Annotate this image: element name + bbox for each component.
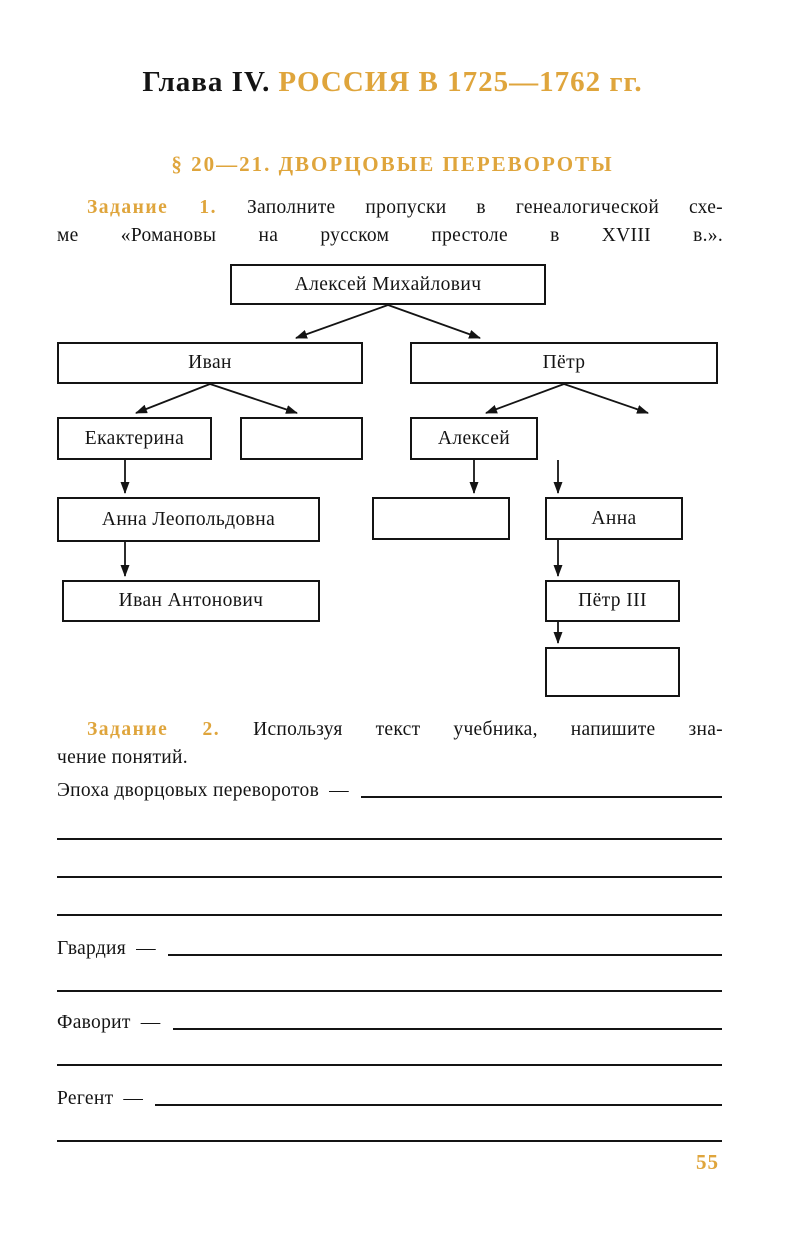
tree-node-anna: Анна	[545, 497, 683, 540]
tree-node-blank-3[interactable]	[545, 647, 680, 697]
tree-node-blank-2[interactable]	[372, 497, 510, 540]
arrow-aleksey-m-to-pyotr	[388, 305, 480, 338]
chapter-label: Глава IV.	[142, 66, 271, 98]
task1-label: Задание 1.	[87, 197, 218, 218]
tree-node-aleksey: Алексей	[410, 417, 538, 460]
answer-line-epokha[interactable]	[361, 796, 722, 798]
tree-node-ekakterina: Екактерина	[57, 417, 212, 460]
answer-line-regent[interactable]	[155, 1104, 722, 1106]
definition-term-epokha: Эпоха дворцовых переворотов	[57, 780, 320, 801]
arrow-pyotr-to-aleksey	[486, 384, 564, 413]
definition-row-favorit	[57, 1008, 722, 1034]
chapter-heading	[0, 66, 785, 99]
task1-paragraph	[57, 194, 723, 250]
arrow-pyotr-right	[564, 384, 648, 413]
writing-line[interactable]	[57, 1140, 722, 1142]
writing-line[interactable]	[57, 876, 722, 878]
arrow-ivan-to-ekakterina	[136, 384, 210, 413]
tree-node-aleksey-mikhailovich: Алексей Михайлович	[230, 264, 546, 305]
task1-text-line2: ме «Романовы на русском престоле в XVIII в.».	[57, 225, 723, 246]
tree-node-ivan: Иван	[57, 342, 363, 384]
arrow-aleksey-m-to-ivan	[296, 305, 388, 338]
definition-term-gvardiya: Гвардия	[57, 938, 127, 959]
tree-node-pyotr-iii: Пётр III	[545, 580, 680, 622]
answer-line-gvardiya[interactable]	[168, 954, 722, 956]
tree-arrows	[0, 252, 785, 712]
page-number: 55	[696, 1150, 719, 1174]
task1-text-line1: Заполните пропуски в генеалогической схе-	[246, 197, 723, 218]
definition-row-gvardiya	[57, 934, 722, 960]
tree-node-blank-1[interactable]	[240, 417, 363, 460]
task2-label: Задание 2.	[87, 719, 221, 740]
chapter-title-text: РОССИЯ В 1725—1762 гг.	[278, 66, 643, 98]
genealogy-diagram	[0, 252, 785, 712]
definition-term-favorit: Фаворит	[57, 1012, 131, 1033]
definition-dash: —	[123, 1088, 144, 1109]
tree-node-anna-leopoldovna: Анна Леопольдовна	[57, 497, 320, 542]
section-heading: § 20—21. ДВОРЦОВЫЕ ПЕРЕВОРОТЫ	[171, 152, 614, 176]
tree-node-pyotr: Пётр	[410, 342, 718, 384]
writing-line[interactable]	[57, 914, 722, 916]
answer-line-favorit[interactable]	[173, 1028, 722, 1030]
writing-line[interactable]	[57, 838, 722, 840]
definition-row-regent	[57, 1084, 722, 1110]
task2-paragraph	[57, 716, 723, 772]
tree-node-ivan-antonovich: Иван Антонович	[62, 580, 320, 622]
definition-term-regent: Регент	[57, 1088, 114, 1109]
writing-line[interactable]	[57, 1064, 722, 1066]
arrow-ivan-to-blank	[210, 384, 297, 413]
definition-row-epokha	[57, 776, 722, 802]
definition-dash: —	[140, 1012, 161, 1033]
task2-text-line1: Используя текст учебника, напишите зна-	[253, 719, 723, 740]
task2-text-line2: чение понятий.	[57, 747, 188, 768]
definition-dash: —	[329, 780, 349, 801]
writing-line[interactable]	[57, 990, 722, 992]
definition-dash: —	[136, 938, 156, 959]
